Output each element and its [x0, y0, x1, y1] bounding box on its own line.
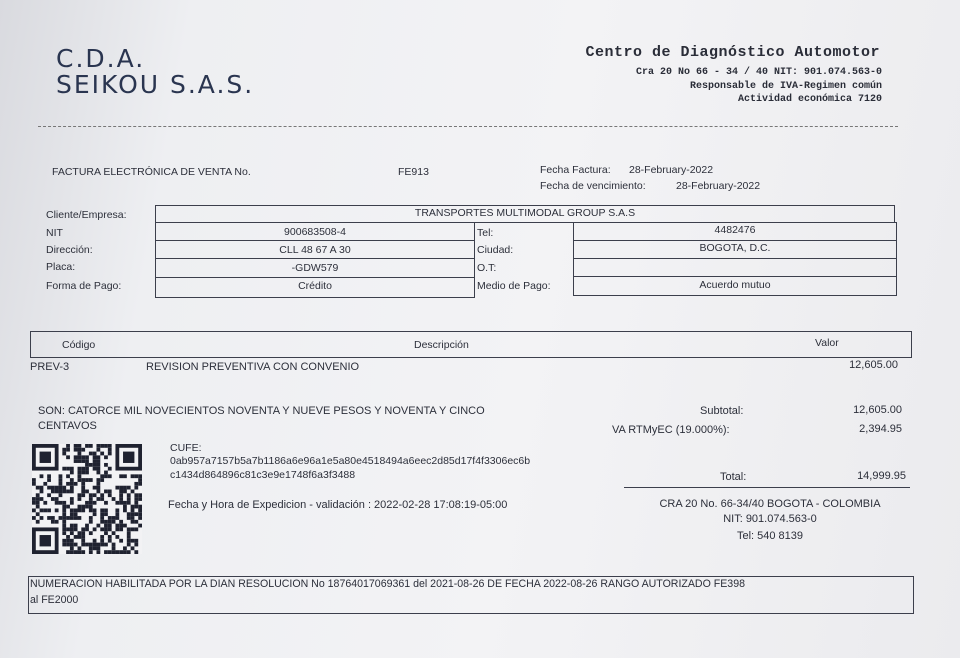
- footer-address-nit: NIT: 901.074.563-0: [723, 513, 817, 525]
- company-logo-line1: C.D.A.: [56, 44, 146, 73]
- invoice-number: FE913: [398, 166, 429, 178]
- address-label: Dirección:: [46, 244, 93, 256]
- items-header-description: Descripción: [414, 339, 469, 351]
- invoice-date: 28-February-2022: [629, 164, 714, 176]
- item-value: 12,605.00: [849, 359, 898, 371]
- city-label: Ciudad:: [477, 244, 514, 256]
- total-value: 14,999.95: [857, 470, 906, 482]
- total-in-words-cont: CENTAVOS: [38, 420, 97, 432]
- items-header-value: Valor: [815, 337, 839, 349]
- plate-value: -GDW579: [291, 262, 339, 274]
- items-header-box: [30, 331, 912, 358]
- invoice-title: FACTURA ELECTRÓNICA DE VENTA No.: [52, 166, 251, 178]
- subtotal-value: 12,605.00: [853, 404, 902, 416]
- resolution-line2: al FE2000: [30, 594, 79, 606]
- invoice-due-date: 28-February-2022: [676, 180, 761, 192]
- resolution-line1: NUMERACION HABILITADA POR LA DIAN RESOLUCION No 18764017069361 del 2021-08-26 DE FECHA 2022-08-26 RANGO AUTORIZADO FE398: [30, 578, 745, 590]
- payment-means-value: Acuerdo mutuo: [699, 279, 771, 291]
- issued-datetime: Fecha y Hora de Expedicion - validación : 2022-02-28 17:08:19-05:00: [168, 499, 508, 511]
- tel-value: 4482476: [714, 224, 756, 236]
- invoice-date-label: Fecha Factura:: [540, 164, 611, 176]
- invoice-due-label: Fecha de vencimiento:: [540, 180, 646, 192]
- item-code: PREV-3: [30, 361, 70, 373]
- items-header-code: Código: [62, 339, 96, 351]
- payment-means-label: Medio de Pago:: [477, 280, 551, 292]
- client-label: Cliente/Empresa:: [46, 209, 127, 221]
- subtotal-label: Subtotal:: [700, 405, 744, 417]
- client-value: TRANSPORTES MULTIMODAL GROUP S.A.S: [414, 207, 636, 219]
- footer-address-line1: CRA 20 No. 66-34/40 BOGOTA - COLOMBIA: [659, 498, 881, 510]
- address-value: CLL 48 67 A 30: [279, 244, 351, 256]
- total-rule: [624, 487, 910, 488]
- ot-label: O.T:: [477, 262, 497, 274]
- nit-value: 900683508-4: [284, 226, 346, 238]
- vat-label: VA RTMyEC (19.000%):: [612, 424, 730, 436]
- total-label: Total:: [720, 471, 747, 483]
- qr-code-image: [32, 444, 142, 554]
- city-value: BOGOTA, D.C.: [699, 242, 771, 254]
- payment-form-value: Crédito: [298, 280, 332, 292]
- footer-address-tel: Tel: 540 8139: [736, 530, 804, 542]
- company-name: Centro de Diagnóstico Automotor: [585, 44, 880, 61]
- company-regime: Responsable de IVA-Regimen común: [689, 81, 882, 92]
- tel-label: Tel:: [477, 227, 494, 239]
- payment-form-label: Forma de Pago:: [46, 280, 122, 292]
- total-in-words: SON: CATORCE MIL NOVECIENTOS NOVENTA Y NUEVE PESOS Y NOVENTA Y CINCO: [38, 405, 485, 417]
- company-logo-line2: SEIKOU S.A.S.: [56, 70, 255, 99]
- cufe-line2: c1434d864896c81c3e9e1748f6a3f3488: [170, 469, 356, 481]
- nit-label: NIT: [46, 227, 63, 239]
- item-description: REVISION PREVENTIVA CON CONVENIO: [146, 361, 360, 373]
- cufe-label: CUFE:: [170, 442, 202, 454]
- header-divider: [38, 126, 898, 127]
- plate-label: Placa:: [46, 261, 76, 273]
- cufe-line1: 0ab957a7157b5a7b1186a6e96a1e5a80e4518494a6eec2d85d17f4f3306ec6b: [170, 455, 531, 467]
- company-activity: Actividad económica 7120: [737, 94, 882, 105]
- vat-value: 2,394.95: [859, 423, 902, 435]
- company-address-nit: Cra 20 No 66 - 34 / 40 NIT: 901.074.563-0: [635, 67, 882, 78]
